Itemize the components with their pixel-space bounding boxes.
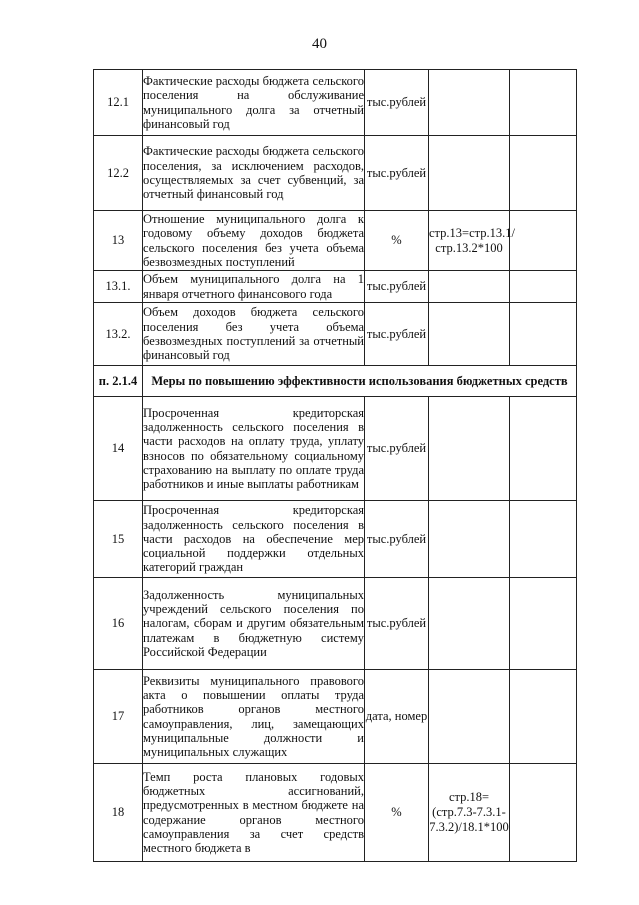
empty-cell xyxy=(510,397,577,501)
indicators-table xyxy=(93,69,577,862)
empty-cell xyxy=(510,70,577,136)
indicator-name: Отношение муниципального долга к годовому объему доходов бюджета сельского поселения без учета объема безвозмездных поступлений xyxy=(143,211,364,269)
row-number: 13 xyxy=(94,211,143,271)
table-row xyxy=(94,271,577,303)
row-number: 15 xyxy=(94,501,143,578)
indicator-name: Фактические расходы бюджета сельского поселения, за исключением расходов, осуществляемых за счет субвенций, за отчетный финансовый год xyxy=(143,136,365,211)
unit-cell: тыс.рублей xyxy=(365,303,429,366)
unit-cell: тыс.рублей xyxy=(365,136,429,211)
section-number: п. 2.1.4 xyxy=(94,366,143,397)
row-number: 18 xyxy=(94,764,143,862)
table-row xyxy=(94,397,577,501)
formula-cell xyxy=(429,136,510,211)
empty-cell xyxy=(510,764,577,862)
indicator-name: Темп роста плановых годовых бюджетных ассигнований, предусмотренных в местном бюджете на содержание органов местного самоуправления за счет средств местного бюджета в xyxy=(143,764,365,862)
table-row xyxy=(94,764,577,862)
indicator-name: Объем муниципального долга на 1 января отчетного финансового года xyxy=(143,272,364,301)
indicator-name: Реквизиты муниципального правового акта о повышении оплаты труда работников органов местного самоуправления, лиц, замещающих муниципальные должности и муниципальных служащих xyxy=(143,670,365,764)
table-row xyxy=(94,578,577,670)
formula-cell xyxy=(429,271,510,303)
row-number: 13.1. xyxy=(94,271,143,303)
row-number: 16 xyxy=(94,578,143,670)
formula-cell xyxy=(429,501,510,578)
table-row xyxy=(94,70,577,136)
formula-cell: стр.13=стр.13.1/стр.13.2*100 xyxy=(429,211,510,271)
formula-cell xyxy=(429,397,510,501)
formula-cell: стр.18=(стр.7.3-7.3.1-7.3.2)/18.1*100 xyxy=(429,764,510,862)
indicator-name: Фактические расходы бюджета сельского поселения на обслуживание муниципального долга за отчетный финансовый год xyxy=(143,70,365,136)
table-row xyxy=(94,670,577,764)
indicator-name: Просроченная кредиторская задолженность сельского поселения в части расходов на обеспечение мер социальной поддержки отдельных категорий граждан xyxy=(143,501,365,578)
formula-cell xyxy=(429,670,510,764)
indicator-name: Задолженность муниципальных учреждений сельского поселения по налогам, сборам и другим обязательным платежам в бюджетную систему Российской Федерации xyxy=(143,578,365,670)
formula-cell xyxy=(429,578,510,670)
row-number: 17 xyxy=(94,670,143,764)
unit-cell: тыс.рублей xyxy=(365,578,429,670)
formula-cell xyxy=(429,303,510,366)
row-number: 12.2 xyxy=(94,136,143,211)
indicator-name: Объем доходов бюджета сельского поселения без учета объема безвозмездных поступлений за отчетный финансовый год xyxy=(143,303,365,366)
unit-cell: % xyxy=(365,764,429,862)
empty-cell xyxy=(510,501,577,578)
row-number: 12.1 xyxy=(94,70,143,136)
unit-cell: тыс.рублей xyxy=(365,501,429,578)
empty-cell xyxy=(510,303,577,366)
unit-cell: тыс.рублей xyxy=(365,397,429,501)
unit-cell: тыс.рублей xyxy=(365,271,429,303)
table-row xyxy=(94,211,577,271)
empty-cell xyxy=(510,670,577,764)
row-number: 14 xyxy=(94,397,143,501)
indicator-name: Просроченная кредиторская задолженность сельского поселения в части расходов на оплату труда, уплату взносов по обязательному социальному страхованию на выплату по оплате труда работников и иные выплаты работникам xyxy=(143,397,365,501)
formula-cell xyxy=(429,70,510,136)
empty-cell xyxy=(510,271,577,303)
empty-cell xyxy=(510,578,577,670)
unit-cell: % xyxy=(365,211,429,271)
empty-cell xyxy=(510,136,577,211)
table-row xyxy=(94,303,577,366)
row-number: 13.2. xyxy=(94,303,143,366)
unit-cell: дата, номер xyxy=(365,670,429,764)
table-row xyxy=(94,501,577,578)
page-number: 40 xyxy=(312,36,327,52)
unit-cell: тыс.рублей xyxy=(365,70,429,136)
section-header-row xyxy=(94,366,577,397)
table-row xyxy=(94,136,577,211)
section-title: Меры по повышению эффективности использования бюджетных средств xyxy=(143,366,577,397)
empty-cell xyxy=(510,211,577,271)
